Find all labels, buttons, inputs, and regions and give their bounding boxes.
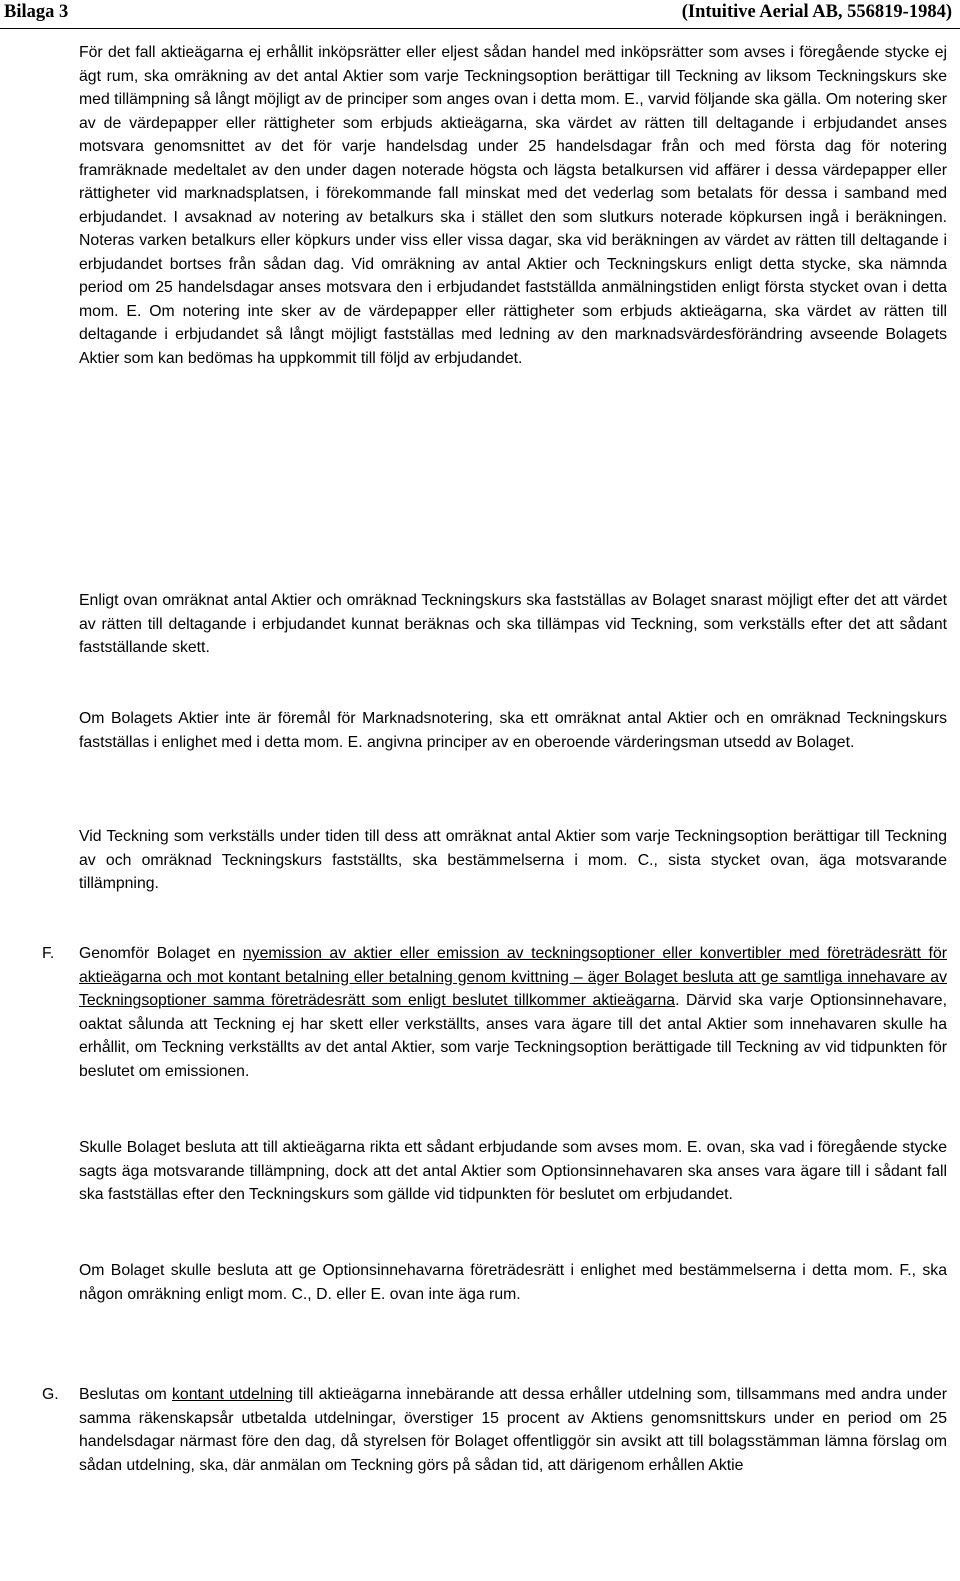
section-f-paragraph-1 xyxy=(79,942,947,1083)
section-f-paragraph-3: Om Bolaget skulle besluta att ge Optionsinnehavarna företrädesrätt i enlighet med bestämmelserna i detta mom. F., ska någon omräkning enligt mom. C., D. eller E. ovan inte äga rum. xyxy=(79,1262,947,1303)
section-f-lead: Genomför Bolaget en xyxy=(79,945,243,962)
section-g-paragraph xyxy=(79,1383,947,1477)
section-g-lead: Beslutas om xyxy=(79,1386,173,1403)
section-g-rest: till aktieägarna innebärande att dessa erhåller utdelning som, tillsammans med andra under samma räkenskapsår utbetalda utdelningar, överstiger 15 procent av Aktiens genomsnittskurs under en period om 25 handelsdagar närmast före den dag, då styrelsen för Bolaget offentliggör sin avsikt att till bolagsstämman lämna förslag om sådan utdelning, ska, där anmälan om Teckning görs på sådan tid, att därigenom erhållen Aktie xyxy=(79,1386,948,1474)
paragraph-notering: För det fall aktieägarna ej erhållit inköpsrätter eller eljest sådan handel med inköpsrätter som avses i föregående stycke ej ägt rum, ska omräkning av det antal Aktier som varje Teckningsoption berättigar till Teckning av liksom Teckningskurs ske med tillämpning så långt möjligt av de principer som anges ovan i detta mom. E., varvid följande ska gälla. Om notering sker av de värdepapper eller rättigheter som erbjuds aktieägarna, ska värdet av rätten till deltagande i erbjudandet anses motsvara genomsnittet av det för varje handelsdag under 25 handelsdagar från och med första dag för notering framräknade medeltalet av den under dagen noterade högsta och lägsta betalkursen vid affärer i dessa värdepapper eller rättigheter vid marknadsplatsen, i förekommande fall minskat med det vederlag som betalats för dessa i samband med erbjudandet. I avsaknad av notering av betalkurs ska i stället den som slutkurs noterade köpkursen ingå i beräkningen. Noteras varken betalkurs eller köpkurs under viss eller vissa dagar, ska vid beräkningen av värdet av rätten till deltagande i erbjudandet bortses från sådan dag. Vid omräkning av antal Aktier och Teckningskurs enligt detta stycke, ska nämnda period om 25 handelsdagar anses motsvara den i erbjudandet fastställda anmälningstiden enligt första stycket ovan i detta mom. E. Om notering inte sker av de värdepapper eller rättigheter som erbjuds aktieägarna, ska värdet av rätten till deltagande i erbjudandet så långt möjligt fastställas med ledning av den marknadsvärdesförändring avseende Bolagets Aktier som kan bedömas ha uppkommit till följd av erbjudandet. xyxy=(79,44,947,367)
paragraph-tillämpning: Vid Teckning som verkställs under tiden till dess att omräknat antal Aktier som varje Teckningsoption berättigar till Teckning av och omräknad Teckningskurs fastställts, ska bestämmelserna i mom. C., sista stycket ovan, äga motsvarande tillämpning. xyxy=(79,828,947,892)
section-f-rest: . Därvid ska varje Optionsinnehavare, oaktat sålunda att Teckning ej har skett eller verkställts, anses vara ägare till det antal Aktier som innehavaren skulle ha erhållit, om Teckning verkställts av det antal Aktier, som varje Teckningsoption berättigade till Teckning av vid tidpunkten för beslutet om emissionen. xyxy=(79,992,947,1080)
section-g-marker: G. xyxy=(42,1386,59,1403)
header-divider xyxy=(0,28,960,29)
appendix-label: Bilaga 3 xyxy=(4,2,69,22)
company-reference: (Intuitive Aerial AB, 556819-1984) xyxy=(681,2,952,22)
paragraph-oberoende-värderingsman: Om Bolagets Aktier inte är föremål för Marknadsnotering, ska ett omräknat antal Aktier och en omräknad Teckningskurs fastställas i enlighet med i detta mom. E. angivna principer av en oberoende värderingsman utsedd av Bolaget. xyxy=(79,710,947,751)
page-header xyxy=(0,0,960,28)
section-g-underlined-term: kontant utdelning xyxy=(172,1386,294,1403)
section-f-marker: F. xyxy=(42,945,55,962)
section-f-underlined-term: nyemission av aktier eller emission av teckningsoptioner eller konvertibler med företrädesrätt för aktieägarna och mot kontant betalning eller betalning genom kvittning – äger Bolaget besluta att ge samtliga innehavare av Teckningsoptioner samma företrädesrätt som enligt beslutet tillkommer aktieägarna xyxy=(79,945,947,1009)
section-f-paragraph-2: Skulle Bolaget besluta att till aktieägarna rikta ett sådant erbjudande som avses mom. E. ovan, ska vad i föregående stycke sagts äga motsvarande tillämpning, dock att det antal Aktier som Optionsinnehavaren ska anses vara ägare till i sådant fall ska fastställas efter den Teckningskurs som gällde vid tidpunkten för beslutet om erbjudandet. xyxy=(79,1139,947,1203)
paragraph-fastställande: Enligt ovan omräknat antal Aktier och omräknad Teckningskurs ska fastställas av Bolaget snarast möjligt efter det att värdet av rätten till deltagande i erbjudandet kunnat beräknas och ska tillämpas vid Teckning, som verkställs efter det att sådant fastställande skett. xyxy=(79,592,947,656)
